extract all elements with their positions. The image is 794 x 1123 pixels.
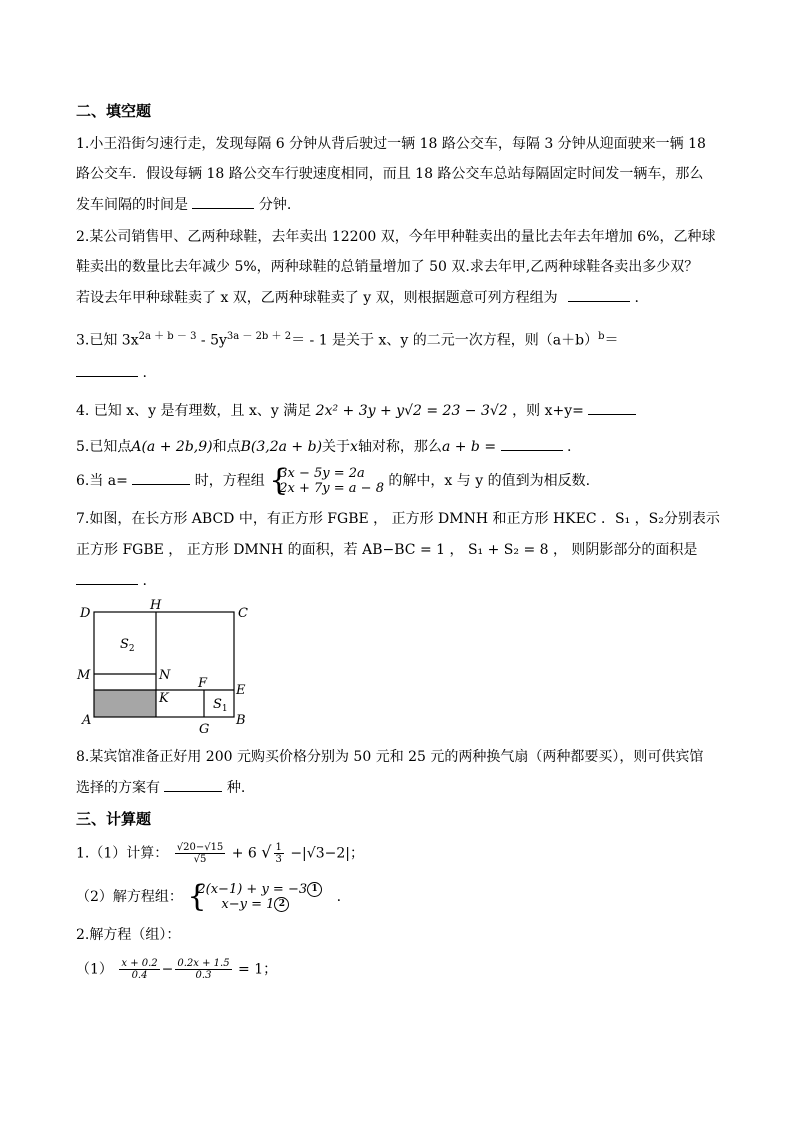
circled-one: 1	[307, 882, 322, 897]
q3-suffix: ＝ - 1 是关于 x、y 的二元一次方程，则（a＋b）	[291, 332, 599, 349]
label-g: G	[199, 722, 210, 737]
q1-unit: 分钟.	[258, 197, 292, 213]
q8-unit: 种.	[226, 780, 246, 796]
q4-line	[76, 400, 636, 421]
q1-text: 发车间隔的时间是	[76, 197, 188, 213]
s3-q1-part1	[76, 842, 364, 865]
q7-answer-blank[interactable]	[76, 570, 138, 585]
q2-line3	[76, 287, 639, 308]
s3-q1-frac-den: √5	[193, 854, 207, 865]
q5-prefix: 5.已知点	[76, 439, 132, 455]
q8-line1: 8.某宾馆准备正好用 200 元购买价格分别为 50 元和 25 元的两种换气扇（两种都要买），则可供宾馆	[76, 749, 704, 765]
q3-prefix: 3.已知 3x	[76, 332, 139, 349]
q1-line3	[76, 194, 291, 215]
q1-answer-blank[interactable]	[192, 194, 254, 209]
s3-q1-eq2-row	[197, 897, 322, 912]
q5-end: .	[566, 439, 572, 455]
label-s1-letter: S	[213, 697, 222, 712]
s3-q1-eq1: 2(x−1) + y = −3	[197, 882, 308, 897]
q5-expression: a + b =	[441, 439, 497, 455]
q4-formula: 2x² + 3y + y√2 = 23 − 3√2	[315, 403, 508, 419]
q4-suffix: ，则 x+y=	[512, 403, 584, 419]
q6-suffix: 的解中，x 与 y 的值到为相反数.	[388, 473, 591, 489]
label-n: N	[159, 668, 171, 683]
q5-answer-blank[interactable]	[501, 436, 563, 451]
s3-q2-part1	[76, 958, 277, 981]
label-a: A	[82, 713, 92, 728]
q2-end: .	[634, 290, 639, 306]
s3-q1-prefix: 1.（1）计算：	[76, 845, 169, 862]
s3-q1-eq2: x−y = 1	[221, 897, 275, 912]
section-heading-fill-blank: 二、填空题	[76, 102, 152, 120]
q3-answer-blank[interactable]	[76, 362, 138, 377]
q8-answer-blank[interactable]	[164, 777, 222, 792]
s3-q1-part2-prefix: （2）解方程组：	[76, 889, 183, 905]
label-c: C	[238, 606, 248, 621]
s3-q1-equation-system	[187, 879, 322, 914]
brace-symbol: {	[269, 463, 289, 498]
s3-q2-fraction-1	[119, 958, 159, 981]
label-s1-sub: 1	[221, 704, 228, 714]
q8-line2	[76, 777, 245, 798]
label-f: F	[198, 676, 208, 691]
q7-line2: 正方形 FGBE ， 正方形 DMNH 的面积，若 AB−BC = 1 ， S₁ + S₂ = 8 ， 则阴影部分的面积是	[76, 542, 698, 558]
q5-point-b: B(3,2a + b)	[240, 439, 323, 455]
s3-q1-frac-num: √20−√15	[176, 842, 224, 853]
s3-q2-rhs: = 1；	[238, 961, 278, 978]
q6-mid: 时，方程组	[194, 473, 265, 489]
q6-eq2: 2x + 7y = a − 8	[279, 481, 384, 496]
label-d: D	[80, 606, 91, 621]
label-m: M	[77, 668, 91, 683]
label-e: E	[236, 683, 246, 698]
q3-line2	[76, 362, 147, 383]
section-heading-calculation: 三、计算题	[76, 810, 152, 828]
q3-exponent-2: 3a － 2b ＋ 2	[226, 331, 292, 342]
s3-q1-sqrt-den: 3	[275, 854, 282, 865]
q2-line1: 2.某公司销售甲、乙两种球鞋，去年卖出 12200 双，今年甲种鞋卖出的量比去年去年增加 6%，乙种球	[76, 229, 716, 245]
q3-mid: - 5y	[196, 332, 227, 349]
circled-two: 2	[274, 897, 289, 912]
q5-point-a: A(a + 2b,9)	[131, 439, 213, 455]
s3-q2-f2-num: 0.2x + 1.5	[177, 958, 230, 969]
q6-eq1: 3x − 5y = 2a	[279, 466, 365, 481]
q3-exponent-3: b	[598, 331, 605, 342]
s3-q1-sqrt-num: 1	[275, 842, 282, 853]
label-s2	[120, 637, 135, 654]
s3-q1-sqrt-fraction	[274, 842, 284, 865]
q2-answer-blank[interactable]	[568, 287, 630, 302]
s3-q2-prefix: （1）	[76, 961, 113, 978]
q6-equation-system	[269, 463, 384, 498]
label-s2-letter: S	[120, 637, 129, 652]
s3-q1-part2	[76, 879, 342, 914]
q8-text: 选择的方案有	[76, 780, 160, 796]
s3-q2-fraction-2	[175, 958, 231, 981]
q7-end: .	[142, 573, 147, 589]
q2-text: 若设去年甲种球鞋卖了 x 双，乙两种球鞋卖了 y 双，则根据题意可列方程组为	[76, 290, 558, 306]
q6-answer-blank[interactable]	[132, 470, 190, 485]
q3-equals: ＝	[604, 332, 619, 349]
q7-line1: 7.如图，在长方形 ABCD 中，有正方形 FGBE ， 正方形 DMNH 和正方形 HKEC ．S₁ ，S₂分别表示	[76, 511, 720, 527]
sqrt-symbol: √	[261, 842, 272, 862]
shaded-region	[94, 690, 156, 717]
q5-mid: 和点	[212, 439, 241, 455]
s3-q1-mid: + 6	[231, 845, 257, 862]
s3-q1-fraction	[175, 842, 226, 865]
s3-q2-minus: −	[161, 961, 174, 978]
q3-exponent-1: 2a ＋ b － 3	[138, 331, 197, 342]
label-k: K	[159, 691, 169, 706]
q3-line1	[76, 327, 618, 351]
label-b: B	[236, 713, 246, 728]
q2-line2: 鞋卖出的数量比去年减少 5%，两种球鞋的总销量增加了 50 双.求去年甲,乙两种球鞋各卖出多少双？	[76, 259, 699, 275]
q5-line	[76, 436, 571, 457]
q3-end: .	[142, 365, 147, 381]
label-s1	[213, 697, 228, 714]
q7-line3	[76, 570, 147, 591]
q5-mid3: 轴对称，那么	[357, 439, 442, 455]
label-h: H	[150, 598, 162, 613]
rectangle-figure	[76, 598, 266, 742]
q1-line2: 路公交车．假设每辆 18 路公交车行驶速度相同，而且 18 路公交车总站每隔固定时间发一辆车，那么	[76, 166, 704, 182]
figure-svg	[76, 598, 266, 738]
s3-q1-eq1-row	[197, 882, 322, 897]
s3-q2-f2-den: 0.3	[195, 970, 212, 981]
q5-mid2: 关于	[322, 439, 351, 455]
q4-prefix: 4. 已知 x、y 是有理数，且 x、y 满足	[76, 403, 312, 419]
s3-q2-f1-num: x + 0.2	[121, 958, 158, 969]
s3-q1-end: −|√3−2|；	[290, 845, 364, 862]
q5-axis: x	[350, 439, 358, 455]
s3-q1-part2-end: .	[336, 889, 342, 905]
s3-q2-title: 2.解方程（组）：	[76, 927, 181, 943]
q4-answer-blank[interactable]	[588, 400, 636, 415]
label-s2-sub: 2	[128, 644, 135, 654]
brace-symbol: {	[187, 879, 207, 914]
q1-line1: 1.小王沿街匀速行走，发现每隔 6 分钟从背后驶过一辆 18 路公交车，每隔 3 分钟从迎面驶来一辆 18	[76, 136, 706, 152]
s3-q2-f1-den: 0.4	[131, 970, 148, 981]
q6-line	[76, 463, 591, 498]
q6-prefix: 6.当 a=	[76, 473, 128, 489]
